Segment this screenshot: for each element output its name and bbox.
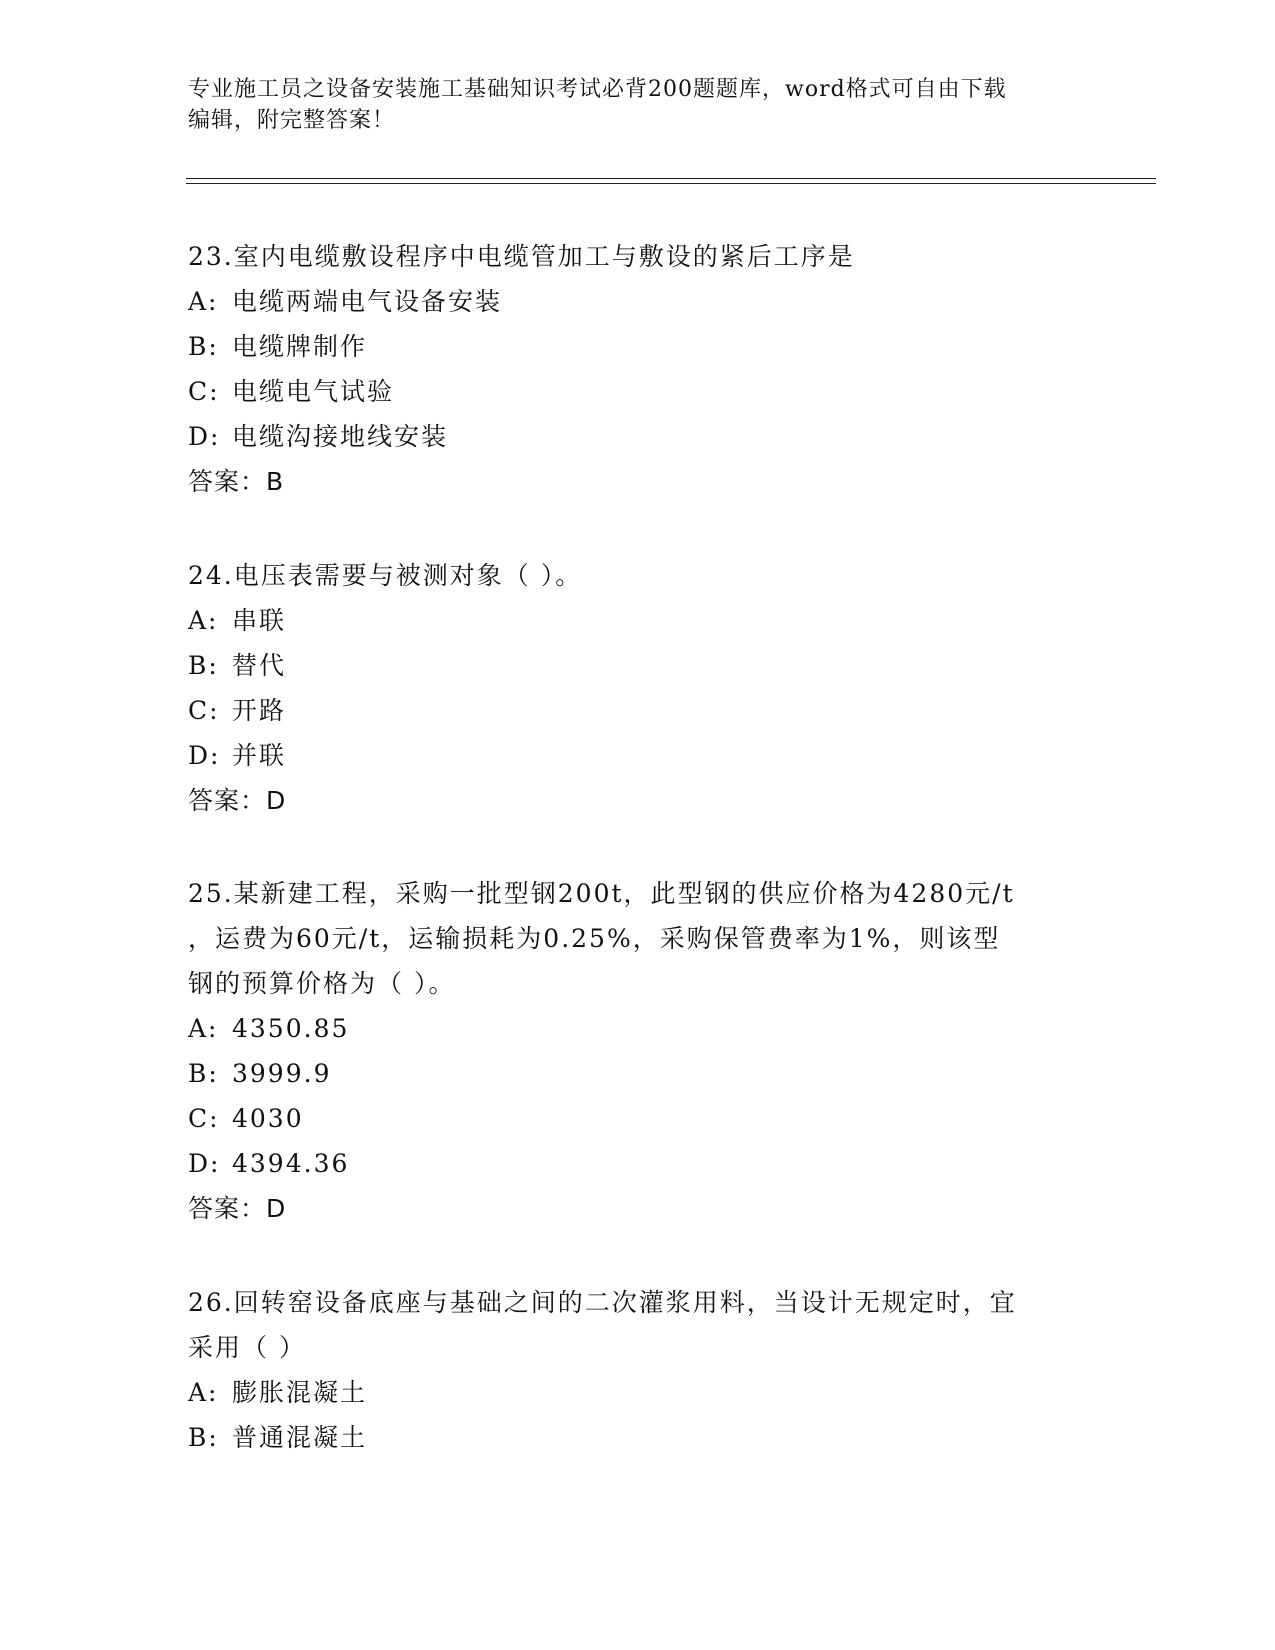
option-key: B: bbox=[188, 651, 219, 680]
option-text: 4350.85 bbox=[232, 1014, 350, 1043]
option-text: 串联 bbox=[232, 606, 287, 635]
option-text: 并联 bbox=[232, 741, 287, 770]
option-a bbox=[188, 1370, 1088, 1415]
header-line-1: 专业施工员之设备安装施工基础知识考试必背200题题库，word格式可自由下载 bbox=[188, 77, 1007, 102]
option-key: A: bbox=[188, 606, 219, 635]
option-key: A: bbox=[188, 1378, 219, 1407]
option-key: D: bbox=[188, 422, 221, 451]
option-key: A: bbox=[188, 1014, 219, 1043]
question-title-line: 钢的预算价格为（ ）。 bbox=[188, 969, 456, 998]
option-c bbox=[188, 1096, 1088, 1141]
option-text: 电缆电气试验 bbox=[232, 377, 395, 406]
option-c bbox=[188, 688, 1088, 733]
option-key: B: bbox=[188, 1423, 219, 1452]
question-title: 24.电压表需要与被测对象（ ）。 bbox=[188, 561, 583, 590]
question-title-line: 25.某新建工程，采购一批型钢200t，此型钢的供应价格为4280元/t bbox=[188, 879, 1015, 908]
option-key: B: bbox=[188, 332, 219, 361]
question-title-line: 26.回转窑设备底座与基础之间的二次灌浆用料，当设计无规定时，宜 bbox=[188, 1288, 1017, 1317]
question-title: 23.室内电缆敷设程序中电缆管加工与敷设的紧后工序是 bbox=[188, 242, 855, 271]
option-text: 4030 bbox=[232, 1104, 304, 1133]
option-text: 电缆两端电气设备安装 bbox=[232, 287, 503, 316]
option-a bbox=[188, 1006, 1088, 1051]
document-header bbox=[188, 74, 1088, 136]
question-23 bbox=[188, 234, 1088, 504]
option-b bbox=[188, 324, 1088, 369]
option-d bbox=[188, 733, 1088, 778]
option-key: B: bbox=[188, 1059, 219, 1088]
option-b bbox=[188, 1051, 1088, 1096]
option-b bbox=[188, 643, 1088, 688]
option-key: D: bbox=[188, 1149, 221, 1178]
option-text: 开路 bbox=[232, 696, 287, 725]
option-text: 替代 bbox=[232, 651, 287, 680]
answer: 答案：B bbox=[188, 467, 285, 496]
option-key: C: bbox=[188, 1104, 220, 1133]
option-text: 电缆沟接地线安装 bbox=[232, 422, 449, 451]
answer: 答案：D bbox=[188, 1194, 287, 1223]
option-key: C: bbox=[188, 696, 220, 725]
question-24 bbox=[188, 553, 1088, 823]
question-25 bbox=[188, 871, 1088, 1231]
option-key: C: bbox=[188, 377, 220, 406]
option-text: 电缆牌制作 bbox=[232, 332, 368, 361]
option-c bbox=[188, 369, 1088, 414]
option-text: 3999.9 bbox=[232, 1059, 332, 1088]
header-line-2: 编辑，附完整答案！ bbox=[188, 108, 396, 133]
question-title-line: 采用（ ） bbox=[188, 1333, 306, 1362]
question-26 bbox=[188, 1280, 1088, 1460]
header-divider bbox=[186, 178, 1156, 184]
option-d bbox=[188, 414, 1088, 459]
option-text: 膨胀混凝土 bbox=[232, 1378, 368, 1407]
option-key: D: bbox=[188, 741, 221, 770]
option-a bbox=[188, 279, 1088, 324]
option-a bbox=[188, 598, 1088, 643]
question-title-line: ，运费为60元/t，运输损耗为0.25%，采购保管费率为1%，则该型 bbox=[188, 924, 1001, 953]
option-text: 普通混凝土 bbox=[232, 1423, 368, 1452]
option-key: A: bbox=[188, 287, 219, 316]
option-b bbox=[188, 1415, 1088, 1460]
option-d bbox=[188, 1141, 1088, 1186]
option-text: 4394.36 bbox=[232, 1149, 350, 1178]
answer: 答案：D bbox=[188, 786, 287, 815]
